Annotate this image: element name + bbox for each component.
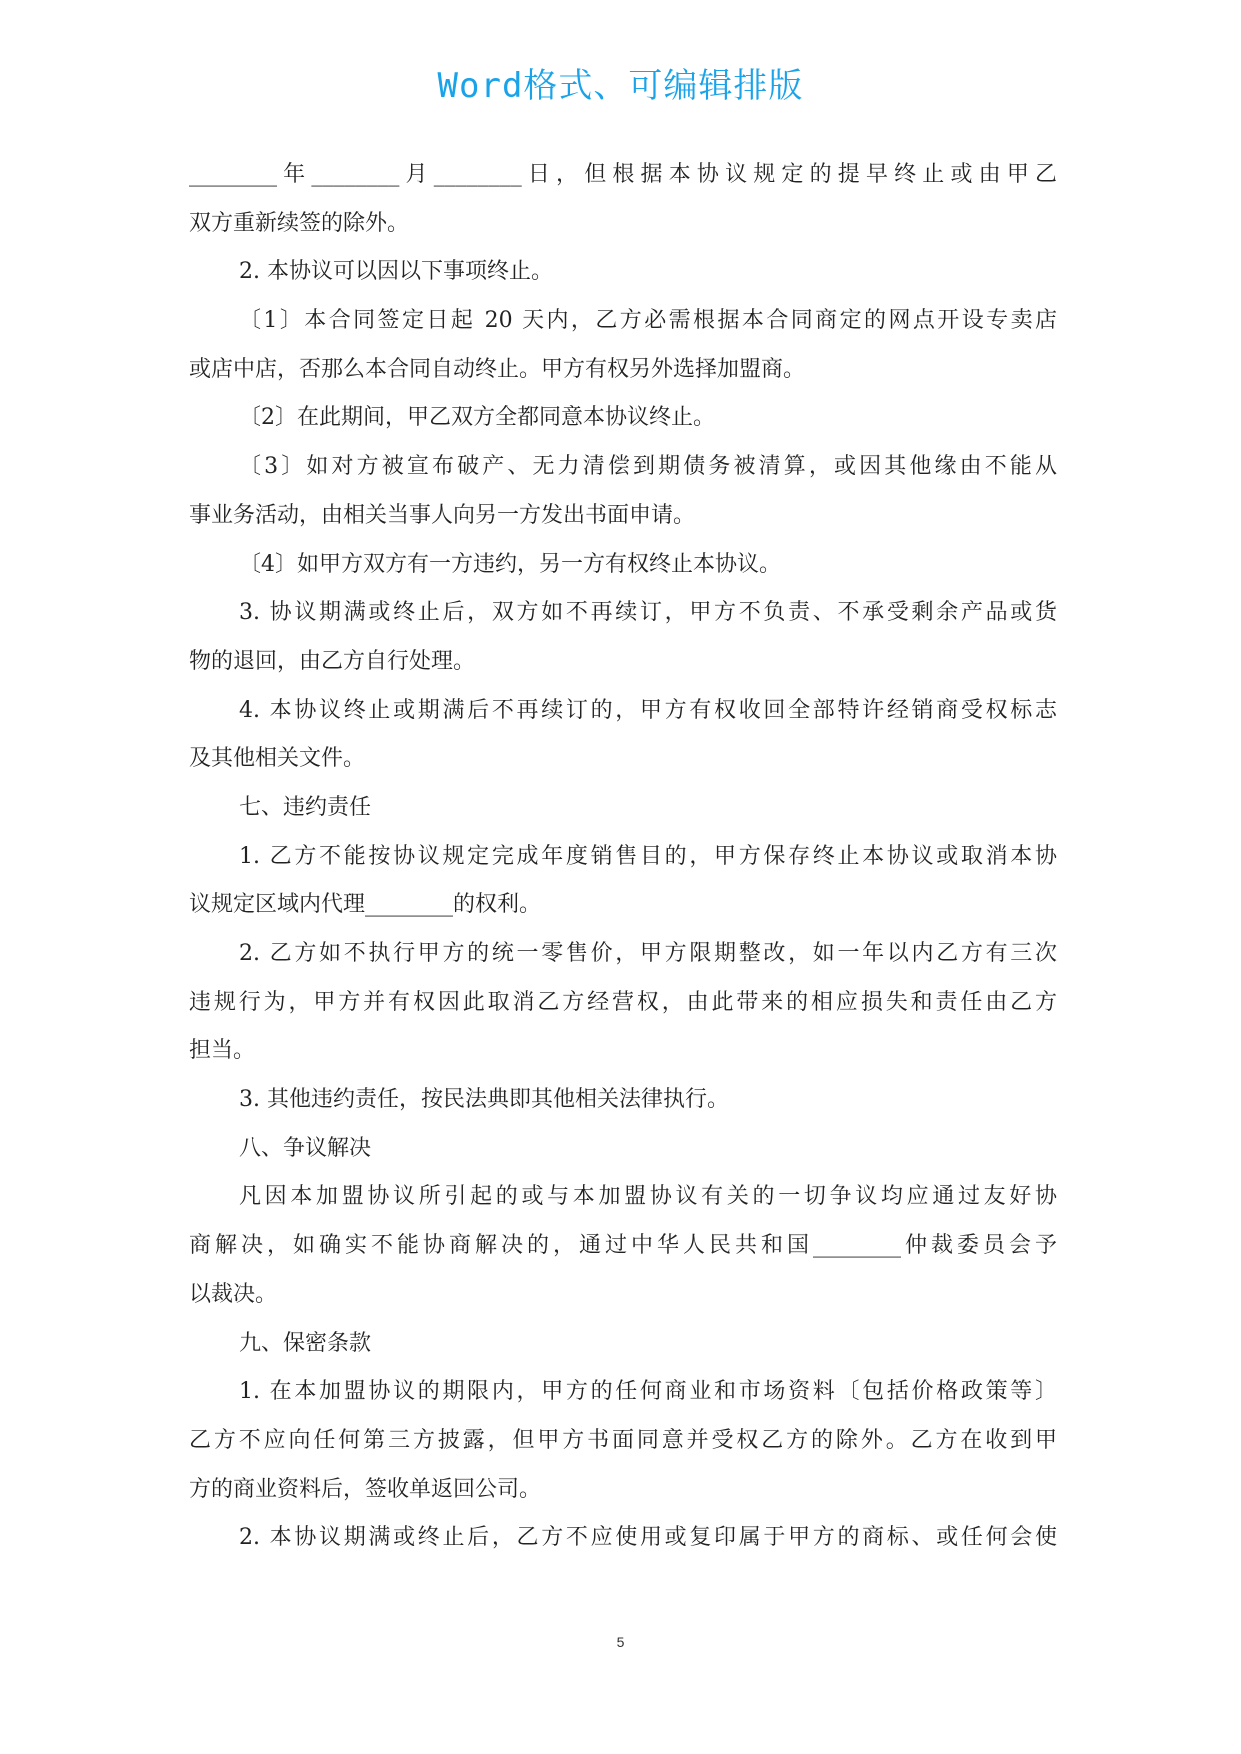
text-line: 商解决，如确实不能协商解决的，通过中华人民共和国________仲裁委员会予 bbox=[189, 1233, 1057, 1259]
text-line: 议规定区域内代理________的权利。 bbox=[189, 892, 542, 918]
text-line: 乙方不应向任何第三方披露，但甲方书面同意并受权乙方的除外。乙方在收到甲 bbox=[189, 1427, 1057, 1453]
text-line: 方的商业资料后，签收单返回公司。 bbox=[189, 1476, 542, 1502]
text-line: 凡因本加盟协议所引起的或与本加盟协议有关的一切争议均应通过友好协 bbox=[239, 1184, 1057, 1210]
text-line: 及其他相关文件。 bbox=[189, 746, 366, 772]
text-line: 事业务活动，由相关当事人向另一方发出书面申请。 bbox=[189, 502, 696, 528]
text-line: 2. 本协议期满或终止后，乙方不应使用或复印属于甲方的商标、或任何会使 bbox=[239, 1525, 1057, 1551]
section-heading: 七、违约责任 bbox=[239, 794, 372, 820]
header-title: Word格式、可编辑排版 bbox=[437, 66, 804, 106]
text-line: 〔1〕本合同签定日起 20 天内，乙方必需根据本合同商定的网点开设专卖店 bbox=[239, 308, 1057, 334]
section-heading: 九、保密条款 bbox=[239, 1330, 372, 1356]
text-line: 〔3〕如对方被宣布破产、无力清偿到期债务被清算，或因其他缘由不能从 bbox=[239, 454, 1057, 480]
text-line: 〔2〕在此期间，甲乙双方全都同意本协议终止。 bbox=[239, 405, 715, 431]
text-line: 2. 乙方如不执行甲方的统一零售价，甲方限期整改，如一年以内乙方有三次 bbox=[239, 941, 1057, 966]
text-line: 双方重新续签的除外。 bbox=[189, 210, 410, 236]
text-line: 1. 乙方不能按协议规定完成年度销售目的，甲方保存终止本协议或取消本协 bbox=[239, 843, 1057, 869]
document-body bbox=[189, 151, 1057, 1563]
text-line: 4. 本协议终止或期满后不再续订的，甲方有权收回全部特许经销商受权标志 bbox=[239, 697, 1057, 723]
text-line: 物的退回，由乙方自行处理。 bbox=[189, 648, 476, 674]
page-number: 5 bbox=[616, 1634, 625, 1650]
text-line: 1. 在本加盟协议的期限内，甲方的任何商业和市场资料〔包括价格政策等〕 bbox=[239, 1379, 1057, 1405]
text-line: 担当。 bbox=[189, 1038, 256, 1064]
text-line: 违规行为，甲方并有权因此取消乙方经营权，由此带来的相应损失和责任由乙方 bbox=[189, 989, 1057, 1015]
text-line: ________年________月________日，但根据本协议规定的提早终止或由甲乙 bbox=[189, 162, 1057, 187]
text-line: 〔4〕如甲方双方有一方违约，另一方有权终止本协议。 bbox=[239, 551, 781, 577]
text-line: 3. 其他违约责任，按民法典即其他相关法律执行。 bbox=[239, 1087, 729, 1113]
text-line: 2. 本协议可以因以下事项终止。 bbox=[239, 259, 553, 285]
text-line: 或店中店，否那么本合同自动终止。甲方有权另外选择加盟商。 bbox=[189, 356, 806, 382]
text-line: 3. 协议期满或终止后，双方如不再续订，甲方不负责、不承受剩余产品或货 bbox=[239, 600, 1057, 626]
section-heading: 八、争议解决 bbox=[239, 1135, 372, 1161]
text-line: 以裁决。 bbox=[189, 1281, 278, 1307]
